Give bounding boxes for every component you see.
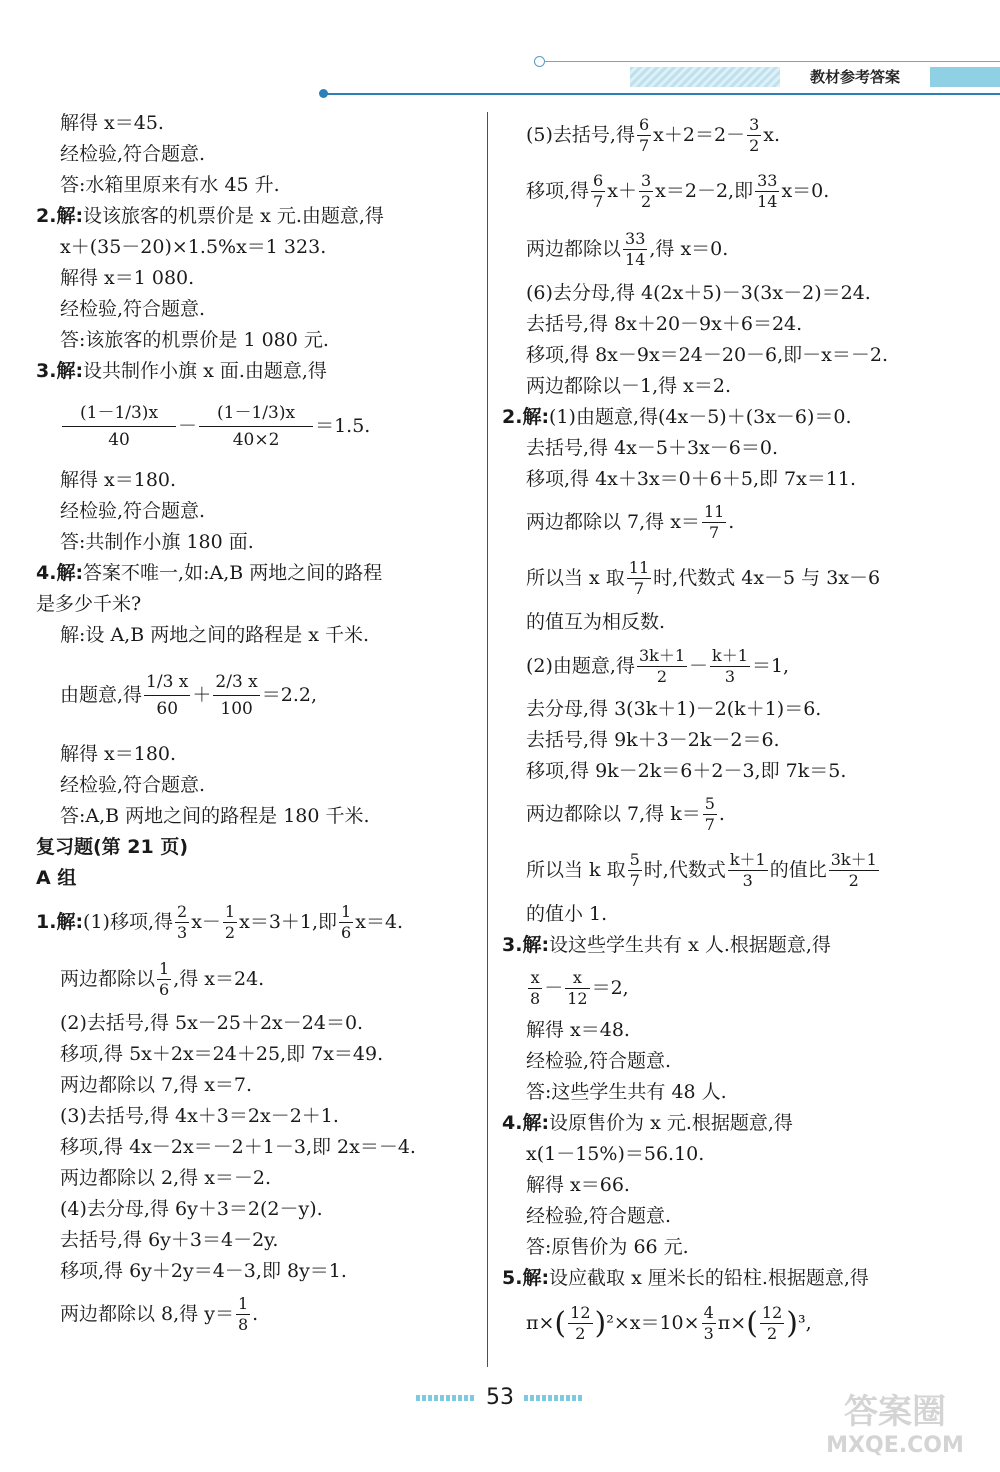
- text-line: 是多少千米?: [36, 593, 142, 615]
- watermark-logo: 答案圈: [844, 1392, 946, 1432]
- numerator: 3: [640, 170, 652, 190]
- equation-line: [36, 651, 481, 739]
- text-line: (3)去括号,得 4x＋3＝2x－2＋1.: [60, 1105, 339, 1127]
- question-number: 4.解:: [502, 1112, 550, 1134]
- fraction: [144, 669, 190, 722]
- text-line: 解得 x＝45.: [60, 112, 164, 134]
- text-line: (2)去括号,得 5x－25＋2x－24＝0.: [60, 1012, 364, 1034]
- text: ＝1.5.: [315, 414, 371, 437]
- text-line: 答:原售价为 66 元.: [526, 1236, 689, 1258]
- text-line: 答:水箱里原来有水 45 升.: [60, 174, 280, 196]
- text-line: 解得 x＝180.: [60, 469, 177, 491]
- fraction: [591, 171, 605, 212]
- text: 两边都除以 8,得 y＝: [60, 1302, 234, 1325]
- fraction: [223, 902, 237, 943]
- text: 所以当 k 取: [526, 858, 626, 881]
- denominator: 3: [703, 1323, 714, 1343]
- text-line: 答:该旅客的机票价是 1 080 元.: [60, 329, 329, 351]
- text: 由题意,得: [60, 683, 143, 706]
- numerator: 6: [593, 170, 604, 190]
- text: 两边都除以 7,得 k＝: [526, 802, 701, 825]
- fraction: [755, 171, 779, 212]
- text-line: 去括号,得 8x＋20－9x＋6＝24.: [526, 313, 803, 335]
- text-line: 去括号,得 4x－5＋3x－6＝0.: [526, 437, 778, 459]
- right-paren: ): [594, 1305, 607, 1341]
- denominator: 2: [640, 191, 652, 211]
- header-ring-dot: [534, 56, 545, 67]
- text-line: 的值小 1.: [526, 903, 608, 925]
- watermark-url: MXQE.COM: [826, 1433, 964, 1458]
- section-heading: 复习题(第 21 页): [36, 836, 189, 858]
- text: x.: [763, 123, 781, 146]
- fraction: [637, 646, 687, 687]
- denominator: 2: [224, 922, 236, 942]
- denominator: 12: [567, 988, 588, 1008]
- text: ,得 x＝24.: [173, 967, 265, 990]
- denominator: 40: [108, 429, 130, 450]
- denominator: 7: [704, 814, 715, 834]
- text-line: 答:共制作小旗 180 面.: [60, 531, 254, 553]
- left-paren: (: [554, 1305, 567, 1341]
- text: ,得 x＝0.: [649, 237, 729, 260]
- header-pattern-band: [630, 67, 780, 87]
- text: 设这些学生共有 x 人.根据题意,得: [549, 934, 831, 956]
- equation-line: [502, 108, 962, 162]
- text-line: 答:这些学生共有 48 人.: [526, 1081, 727, 1103]
- text-line: 经检验,符合题意.: [60, 143, 206, 165]
- denominator: 7: [709, 522, 720, 542]
- question-5: [502, 1263, 962, 1294]
- numerator: 1: [224, 901, 236, 921]
- text: 时,代数式: [643, 858, 726, 881]
- text-line: 移项,得 4x＋3x＝0＋6＋5,即 7x＝11.: [526, 468, 857, 490]
- text: (5)去括号,得: [526, 123, 635, 146]
- denominator: 3: [724, 666, 736, 686]
- text-line: x(1－15%)＝56.10.: [526, 1143, 705, 1165]
- text: 设共制作小旗 x 面.由题意,得: [83, 360, 327, 382]
- equation-line: [502, 1294, 962, 1352]
- header-title: 教材参考答案: [809, 68, 900, 86]
- numerator: 1: [237, 1293, 249, 1313]
- question-number: 4.解:: [36, 562, 84, 584]
- numerator: 6: [638, 114, 650, 134]
- numerator: k＋1: [712, 645, 748, 665]
- fraction: [175, 902, 189, 943]
- text: 两边都除以: [526, 237, 622, 260]
- text-line: 解得 x＝66.: [526, 1174, 630, 1196]
- numerator: 3k＋1: [638, 645, 686, 665]
- header-rule-top: [540, 61, 1000, 62]
- denominator: 8: [530, 988, 541, 1008]
- denominator: 60: [156, 698, 179, 719]
- numerator: (1－1/3)x: [199, 400, 313, 427]
- text-line: 经检验,符合题意.: [60, 774, 206, 796]
- numerator: 12: [761, 1302, 783, 1322]
- numerator: k＋1: [729, 849, 766, 869]
- numerator: 3k＋1: [830, 849, 877, 869]
- question-number: 3.解:: [36, 360, 84, 382]
- text: x－: [191, 910, 221, 933]
- question-4: [502, 1108, 962, 1139]
- fraction: [627, 558, 651, 599]
- denominator: 2: [575, 1323, 586, 1343]
- denominator: 14: [757, 191, 778, 211]
- denominator: 40×2: [232, 429, 280, 450]
- text-line: x＋(35－20)×1.5%x＝1 323.: [60, 236, 327, 258]
- text: －: [689, 654, 709, 677]
- numerator: 11: [703, 501, 725, 521]
- text-line: 答:A,B 两地之间的路程是 180 千米.: [60, 805, 370, 827]
- text-line: 去括号,得 6y＋3＝4－2y.: [60, 1229, 279, 1251]
- fraction: [747, 115, 761, 156]
- fraction: [702, 502, 726, 543]
- equation-line: [502, 549, 962, 607]
- numerator: 33: [625, 228, 646, 248]
- text-line: 经检验,符合题意.: [60, 500, 206, 522]
- text-line: 移项,得 4x－2x＝－2＋1－3,即 2x＝－4.: [60, 1136, 416, 1158]
- fraction: [528, 968, 542, 1009]
- text-line: 两边都除以－1,得 x＝2.: [526, 375, 732, 397]
- review-question-1: [36, 894, 481, 950]
- text: (1)移项,得: [83, 910, 174, 933]
- equation-line: [36, 950, 481, 1008]
- header-solid-dot: [319, 89, 328, 98]
- fraction: [565, 968, 589, 1009]
- question-number: 5.解:: [502, 1267, 550, 1289]
- denominator: 3: [177, 922, 188, 942]
- equation-line: [502, 787, 962, 841]
- fraction: [62, 400, 176, 453]
- numerator: 33: [757, 170, 778, 190]
- fraction: [728, 850, 768, 891]
- question-4: [36, 558, 481, 589]
- header-rule-bottom: [325, 93, 1000, 95]
- text: ²×x＝10×: [606, 1311, 700, 1334]
- numerator: 2/3 x: [213, 669, 259, 696]
- group-heading: A 组: [36, 867, 77, 889]
- text-line: 的值互为相反数.: [526, 611, 666, 633]
- header-tail-band: [930, 67, 1000, 87]
- fraction: [710, 646, 750, 687]
- text-line: 经检验,符合题意.: [60, 298, 206, 320]
- text: x＝0.: [781, 179, 830, 202]
- numerator: (1－1/3)x: [62, 400, 176, 427]
- text: x＋2＝2－: [653, 123, 746, 146]
- fraction: [703, 794, 717, 835]
- question-number: 3.解:: [502, 934, 550, 956]
- text-line: 经检验,符合题意.: [526, 1050, 672, 1072]
- footer-decoration-right: [524, 1395, 584, 1401]
- fraction: [157, 959, 171, 1000]
- left-column: [36, 108, 481, 1341]
- fraction: [213, 669, 259, 722]
- text: 的值比: [769, 858, 827, 881]
- page-header: [0, 55, 1000, 105]
- numerator: 5: [629, 849, 640, 869]
- denominator: 6: [159, 979, 170, 999]
- text-line: (6)去分母,得 4(2x＋5)－3(3x－2)＝24.: [526, 282, 871, 304]
- operator: －: [544, 976, 564, 999]
- text: (2)由题意,得: [526, 654, 635, 677]
- equation-line: [502, 638, 962, 694]
- fraction: [639, 171, 653, 212]
- fraction: [702, 1303, 716, 1344]
- text-line: 移项,得 9k－2k＝6＋2－3,即 7k＝5.: [526, 760, 847, 782]
- text: ＝2.2,: [261, 683, 318, 706]
- equation-line: [36, 387, 481, 465]
- left-paren: (: [746, 1305, 758, 1341]
- denominator: 8: [237, 1314, 249, 1334]
- equation-line: [36, 1287, 481, 1341]
- fraction: [236, 1294, 250, 1335]
- denominator: 7: [633, 578, 645, 598]
- denominator: 7: [629, 870, 640, 890]
- page-number: 53: [486, 1385, 514, 1410]
- text: 两边都除以 7,得 x＝: [526, 510, 700, 533]
- denominator: 14: [625, 249, 646, 269]
- operator: ＋: [192, 683, 212, 706]
- text: ＝2,: [591, 976, 629, 999]
- text-line: 解得 x＝48.: [526, 1019, 630, 1041]
- text: 设该旅客的机票价是 x 元.由题意,得: [83, 205, 384, 227]
- text-line: (4)去分母,得 6y＋3＝2(2－y).: [60, 1198, 323, 1220]
- fraction: [568, 1303, 592, 1344]
- equation-line: [502, 220, 962, 278]
- denominator: 7: [638, 135, 650, 155]
- denominator: 7: [593, 191, 604, 211]
- text: 移项,得: [526, 179, 590, 202]
- text: x＝4.: [355, 910, 404, 933]
- question-number: 1.解:: [36, 910, 84, 933]
- numerator: 5: [704, 793, 715, 813]
- text-line: 移项,得 6y＋2y＝4－3,即 8y＝1.: [60, 1260, 347, 1282]
- equation-line: [502, 961, 962, 1015]
- denominator: 2: [656, 666, 668, 686]
- numerator: x: [528, 968, 542, 989]
- equation-line: [502, 495, 962, 549]
- numerator: 1: [341, 901, 352, 921]
- text: 设应截取 x 厘米长的铅柱.根据题意,得: [549, 1267, 869, 1289]
- text-line: 解得 x＝1 080.: [60, 267, 195, 289]
- text: (1)由题意,得(4x－5)＋(3x－6)＝0.: [549, 406, 852, 428]
- text-line: 移项,得 5x＋2x＝24＋25,即 7x＝49.: [60, 1043, 384, 1065]
- column-divider: [487, 112, 488, 1367]
- text: x＝2－2,即: [655, 179, 754, 202]
- fraction: [628, 850, 642, 891]
- question-2: [502, 402, 962, 433]
- text-line: 去分母,得 3(3k＋1)－2(k＋1)＝6.: [526, 698, 822, 720]
- fraction: [637, 115, 651, 156]
- text-line: 移项,得 8x－9x＝24－20－6,即－x＝－2.: [526, 344, 889, 366]
- denominator: 100: [220, 698, 253, 719]
- denominator: 2: [749, 135, 760, 155]
- denominator: 6: [341, 922, 352, 942]
- text-line: 两边都除以 7,得 x＝7.: [60, 1074, 253, 1096]
- denominator: 2: [848, 870, 859, 890]
- equation-line: [502, 841, 962, 899]
- text: 答案不唯一,如:A,B 两地之间的路程: [83, 562, 383, 584]
- text: .: [728, 510, 735, 533]
- question-3: [36, 356, 481, 387]
- text-line: 去括号,得 9k＋3－2k－2＝6.: [526, 729, 780, 751]
- text-line: 两边都除以 2,得 x＝－2.: [60, 1167, 272, 1189]
- numerator: 4: [703, 1302, 714, 1322]
- fraction: [199, 400, 313, 453]
- footer-decoration-left: [416, 1395, 476, 1401]
- fraction: [760, 1303, 784, 1344]
- denominator: 3: [742, 870, 753, 890]
- numerator: 1/3 x: [144, 669, 190, 696]
- question-3: [502, 930, 962, 961]
- text-line: 解得 x＝180.: [60, 743, 177, 765]
- denominator: 2: [766, 1323, 778, 1343]
- right-column: [502, 108, 962, 1352]
- fraction: [339, 902, 353, 943]
- numerator: x: [565, 968, 589, 989]
- numerator: 12: [570, 1302, 591, 1322]
- question-2: [36, 201, 481, 232]
- text: π×: [717, 1311, 747, 1334]
- text: ³,: [797, 1311, 812, 1334]
- text: 所以当 x 取: [526, 566, 625, 589]
- text: x＋: [607, 179, 637, 202]
- text: π×: [526, 1311, 555, 1334]
- text: x＝3＋1,即: [239, 910, 338, 933]
- text: ＝1,: [751, 654, 790, 677]
- numerator: 2: [177, 901, 188, 921]
- operator: －: [178, 414, 198, 437]
- numerator: 11: [628, 557, 650, 577]
- watermark: [800, 1392, 990, 1465]
- text-line: 经检验,符合题意.: [526, 1205, 672, 1227]
- fraction: [829, 850, 879, 891]
- text: .: [252, 1302, 259, 1325]
- text: 两边都除以: [60, 967, 156, 990]
- text-line: 解:设 A,B 两地之间的路程是 x 千米.: [60, 624, 370, 646]
- text: 设原售价为 x 元.根据题意,得: [549, 1112, 793, 1134]
- question-number: 2.解:: [36, 205, 84, 227]
- numerator: 3: [749, 114, 760, 134]
- text: 时,代数式 4x－5 与 3x－6: [653, 566, 881, 589]
- right-paren: ): [786, 1305, 798, 1341]
- fraction: [623, 229, 647, 270]
- equation-line: [502, 162, 962, 220]
- text: .: [718, 802, 725, 825]
- numerator: 1: [159, 958, 170, 978]
- question-number: 2.解:: [502, 406, 550, 428]
